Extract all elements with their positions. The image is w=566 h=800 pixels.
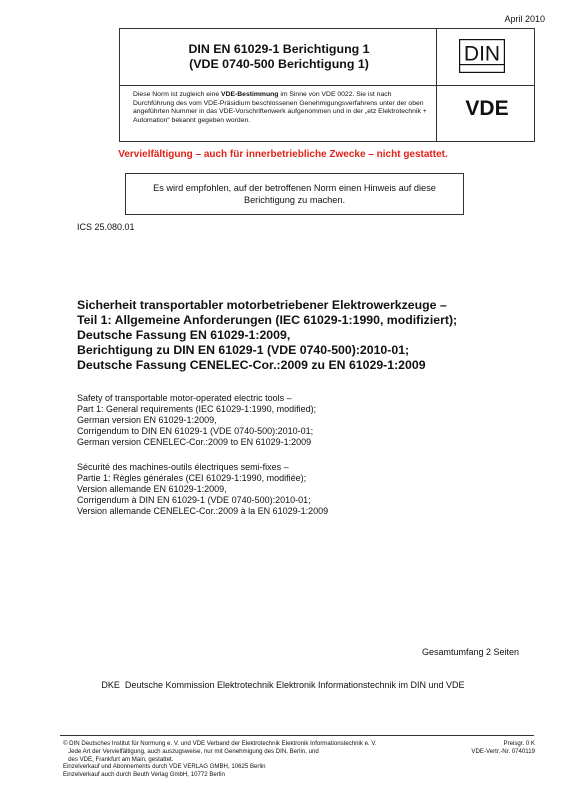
- title-french-line: Version allemande CENELEC-Cor.:2009 à la EN 61029-1:2009: [77, 506, 329, 516]
- title-french-line: Corrigendum à DIN EN 61029-1 (VDE 0740-500):2010-01;: [77, 495, 311, 505]
- title-french: [77, 462, 517, 517]
- vde-regulation-notice: [133, 91, 431, 125]
- title-french-line: Version allemande EN 61029-1:2009,: [77, 484, 227, 494]
- title-german-line: Sicherheit transportabler motorbetriebener Elektrowerkzeuge –: [77, 298, 447, 312]
- total-pages: Gesamtumfang 2 Seiten: [421, 647, 519, 657]
- standard-number-line2: (VDE 0740-500 Berichtigung 1): [189, 57, 369, 71]
- din-logo: [459, 39, 505, 73]
- title-german-line: Berichtigung zu DIN EN 61029-1 (VDE 0740-500):2010-01;: [77, 343, 410, 357]
- footer-divider: [60, 735, 534, 736]
- title-english-line: Safety of transportable motor-operated electric tools –: [77, 393, 292, 403]
- price-info: [471, 740, 535, 756]
- ics-code: ICS 25.080.01: [77, 222, 135, 232]
- copyright-footer: [63, 740, 433, 779]
- footer-line: Einzelverkauf und Abonnements durch VDE VERLAG GMBH, 10625 Berlin: [63, 763, 266, 771]
- title-english: [77, 393, 517, 448]
- title-french-line: Sécurité des machines-outils électriques semi-fixes –: [77, 462, 289, 472]
- notice-text-2: im Sinne von VDE 0022. Sie ist nach Durchführung des vom VDE-Präsidium beschlossenen Genehmigungsverfahrens unter der oben angeführten Nummer in das VDE-Vorschriftenwerk aufgenommen und in der „etz Elektrotechnik + Automation“ bekannt gegeben worden.: [133, 91, 427, 124]
- vde-order-number: VDE-Vertr.-Nr. 0740119: [471, 747, 535, 755]
- advice-text: Es wird empfohlen, auf der betroffenen Norm einen Hinweis auf diese Berichtigung zu machen.: [153, 183, 436, 205]
- title-english-line: Part 1: General requirements (IEC 61029-1:1990, modified);: [77, 404, 317, 414]
- title-german: [77, 298, 547, 373]
- price-group: Preisgr. 0 K: [503, 740, 535, 747]
- publication-date: April 2010: [504, 14, 545, 24]
- din-logo-text: DIN: [463, 42, 501, 66]
- standard-number-line1: DIN EN 61029-1 Berichtigung 1: [188, 42, 370, 56]
- footer-line: Jede Art der Vervielfältigung, auch auszugsweise, nur mit Genehmigung des DIN, Berlin, und: [63, 747, 319, 755]
- header-box: [119, 28, 535, 142]
- notice-text-1: Diese Norm ist zugleich eine: [133, 91, 222, 98]
- vde-logo-text: VDE: [465, 97, 509, 119]
- header-horizontal-divider: [120, 85, 534, 86]
- footer-line: des VDE, Frankfurt am Main, gestattet.: [63, 755, 174, 763]
- committee-line: DKE Deutsche Kommission Elektrotechnik Elektronik Informationstechnik im DIN und VDE: [101, 680, 465, 690]
- title-english-line: German version CENELEC-Cor.:2009 to EN 61029-1:2009: [77, 437, 312, 447]
- title-english-line: German version EN 61029-1:2009,: [77, 415, 217, 425]
- title-english-line: Corrigendum to DIN EN 61029-1 (VDE 0740-500):2010-01;: [77, 426, 314, 436]
- title-german-line: Deutsche Fassung CENELEC-Cor.:2009 zu EN 61029-1:2009: [77, 358, 426, 372]
- title-french-line: Partie 1: Règles générales (CEI 61029-1:1990, modifiée);: [77, 473, 307, 483]
- title-german-line: Teil 1: Allgemeine Anforderungen (IEC 61029-1:1990, modifiziert);: [77, 313, 458, 327]
- footer-line: Einzelverkauf auch durch Beuth Verlag GmbH, 10772 Berlin: [63, 771, 225, 779]
- standard-number: [126, 42, 432, 72]
- reproduction-warning: Vervielfältigung – auch für innerbetriebliche Zwecke – nicht gestattet.: [118, 149, 448, 160]
- title-german-line: Deutsche Fassung EN 61029-1:2009,: [77, 328, 291, 342]
- vde-logo: [453, 97, 521, 119]
- notice-bold-term: VDE-Bestimmung: [221, 91, 279, 98]
- footer-line: © DIN Deutsches Institut für Normung e. V. und VDE Verband der Elektrotechnik Elektronik Informationstechnik e. V.: [63, 740, 377, 747]
- advice-box: [125, 173, 464, 215]
